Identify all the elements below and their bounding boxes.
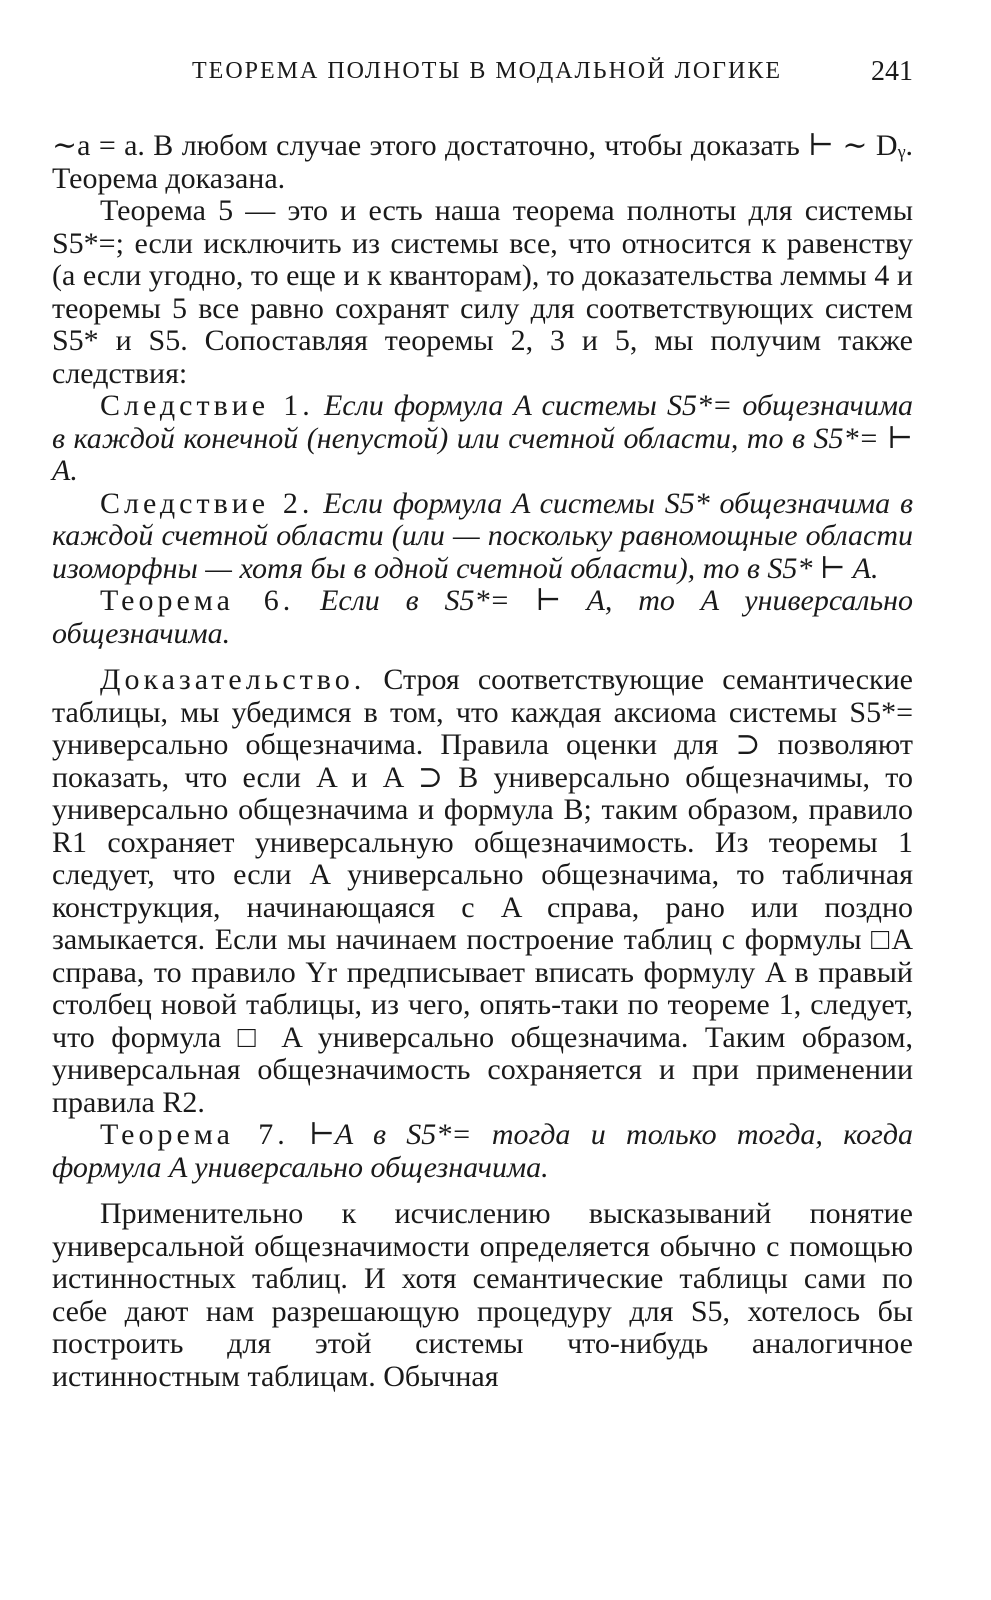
corollary-1-label: Следствие 1.	[100, 389, 314, 422]
paragraph-proof-end: ∼a = a. В любом случае этого достаточно, чтобы доказать ⊢ ∼ Dᵧ. Теорема доказана.	[52, 129, 913, 195]
paragraph-theorem5-discussion: Теорема 5 — это и есть наша теорема полноты для системы S5*=; если исключить из системы все, что относится к равенству (а если угодно, то еще и к кванторам), то доказательства леммы 4 и теоремы 5 все равно сохранят силу для соответствующих систем S5* и S5. Сопоставляя теоремы 2, 3 и 5, мы получим также следствия:	[52, 194, 913, 390]
page-body	[52, 130, 913, 1393]
corollary-1	[52, 390, 913, 488]
theorem-6-text: Если в S5*= ⊢ A, то A универсально общезначима.	[52, 584, 913, 650]
theorem-7-text: ⊢A в S5*= тогда и только тогда, когда формула A универсально общезначима.	[52, 1118, 914, 1184]
page-number: 241	[871, 56, 913, 87]
corollary-2-text: Если формула A системы S5* общезначима в каждой счетной области (или — поскольку равномощные области изоморфны — хотя бы в одной счетной области), то в S5* ⊢ A.	[52, 486, 913, 585]
proof-label: Доказательство.	[100, 663, 366, 696]
theorem-7	[52, 1119, 913, 1184]
theorem-7-label: Теорема 7.	[100, 1118, 289, 1151]
page-header	[52, 58, 913, 98]
theorem-6	[52, 585, 913, 650]
paragraph-truth-tables: Применительно к исчислению высказываний понятие универсальной общезначимости определяется обычно с помощью истинностных таблиц. И хотя семантические таблицы сами по себе дают нам разрешающую процедуру для S5, хотелось бы построить для этой системы что-нибудь аналогичное истинностным таблицам. Обычная	[52, 1197, 913, 1393]
corollary-2	[52, 488, 913, 586]
corollary-2-label: Следствие 2.	[100, 486, 314, 520]
proof	[52, 664, 913, 1119]
running-title: ТЕОРЕМА ПОЛНОТЫ В МОДАЛЬНОЙ ЛОГИКЕ	[192, 58, 783, 84]
theorem-6-label: Теорема 6.	[100, 584, 295, 617]
proof-text: Строя соответствующие семантические таблицы, мы убедимся в том, что каждая аксиома системы S5*= универсально общезначима. Правила оценки для ⊃ позволяют показать, что если A и A ⊃ B универсально общезначимы, то универсально общезначима и формула B; таким образом, правило R1 сохраняет универсальную общезначимость. Из теоремы 1 следует, что если A универсально общезначима, то табличная конструкция, начинающаяся с A справа, рано или поздно замыкается. Если мы начинаем построение таблиц с формулы □A справа, то правило Yr предписывает вписать формулу A в правый столбец новой таблицы, из чего, опять-таки по теореме 1, следует, что формула □ A универсально общезначима. Таким образом, универсальная общезначимость сохраняется и при применении правила R2.	[52, 663, 913, 1119]
corollary-1-text: Если формула A системы S5*= общезначима в каждой конечной (непустой) или счетной области, то в S5*= ⊢ A.	[52, 389, 914, 487]
